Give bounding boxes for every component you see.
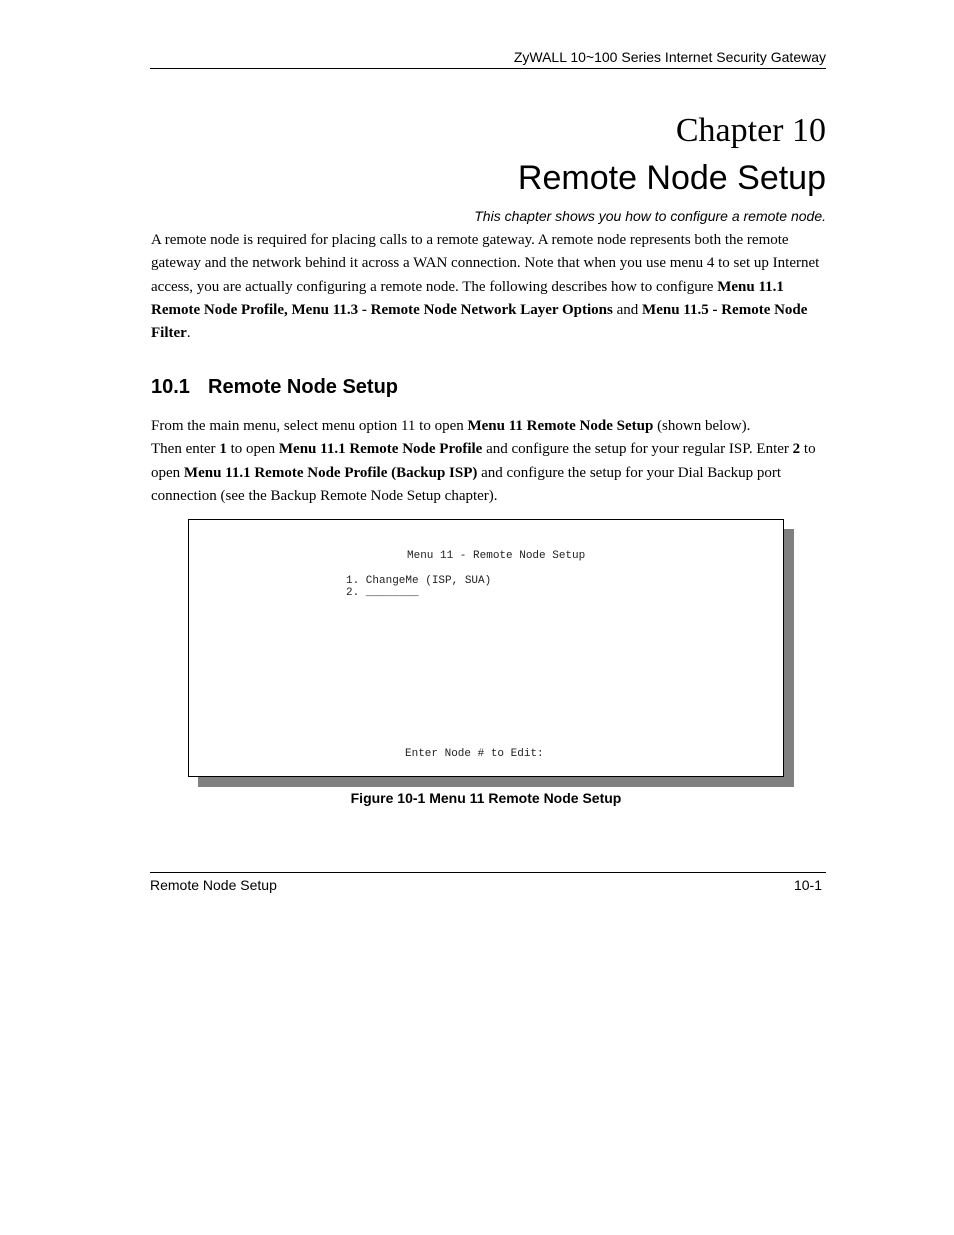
footer-title: Remote Node Setup — [150, 877, 277, 893]
section-text: Then enter — [151, 441, 220, 458]
running-footer — [150, 872, 826, 893]
section-bold: Menu 11.1 Remote Node Profile (Backup ISP) — [183, 464, 478, 481]
menu-option: 2. ________ — [346, 587, 419, 599]
menu-screen-title: Menu 11 - Remote Node Setup — [407, 550, 586, 562]
menu-option: 1. ChangeMe (ISP, SUA) — [346, 575, 492, 587]
section-bold: 2 — [792, 441, 801, 458]
menu-screen-list — [346, 575, 491, 599]
section-heading — [151, 374, 398, 400]
section-text: to open — [226, 441, 279, 458]
section-text: From the main menu, select menu option 11 to open — [151, 418, 468, 434]
chapter-number: Chapter 10 — [675, 112, 826, 149]
running-header-title: ZyWALL 10~100 Series Internet Security Gateway — [513, 49, 826, 65]
section-bold: Menu 11 Remote Node Setup — [467, 418, 654, 434]
section-text: and configure the setup for your regular ISP. Enter — [482, 441, 793, 458]
figure-caption: Figure 10-1 Menu 11 Remote Node Setup — [350, 790, 622, 806]
section-text: to open — [151, 441, 816, 481]
chapter-summary: This chapter shows you how to configure a remote node. — [474, 208, 826, 224]
intro-bold-filter: Menu 11.5 - Remote Node Filter — [151, 301, 808, 342]
intro-text: and — [612, 301, 643, 318]
intro-paragraph — [151, 229, 831, 345]
section-title: Remote Node Setup — [208, 376, 399, 398]
running-header — [150, 49, 826, 69]
intro-text: A remote node is required for placing calls to a remote gateway. A remote node represents both the remote gateway and the network behind it across a WAN connection. Note that when you use menu 4 to set up Internet access, you are actually configuring a remote node. The following describes how to configure — [151, 232, 820, 295]
section-number: 10.1 — [151, 376, 190, 398]
section-bold: 1 — [219, 441, 227, 458]
section-text: and configure the setup for your Dial Backup port connection (see the Backup Remote Node Setup chapter). — [151, 464, 782, 504]
section-paragraph — [151, 415, 831, 508]
menu-screen — [188, 519, 784, 777]
page-number: 10-1 — [793, 877, 822, 893]
section-text: (shown below). — [653, 418, 751, 434]
chapter-title: Remote Node Setup — [517, 159, 826, 197]
intro-bold-menus: Menu 11.1 Remote Node Profile, Menu 11.3 - Remote Node Network Layer Options — [151, 278, 784, 318]
section-bold: Menu 11.1 Remote Node Profile — [278, 441, 483, 458]
intro-text: . — [186, 325, 191, 342]
menu-screen-prompt: Enter Node # to Edit: — [405, 748, 544, 760]
